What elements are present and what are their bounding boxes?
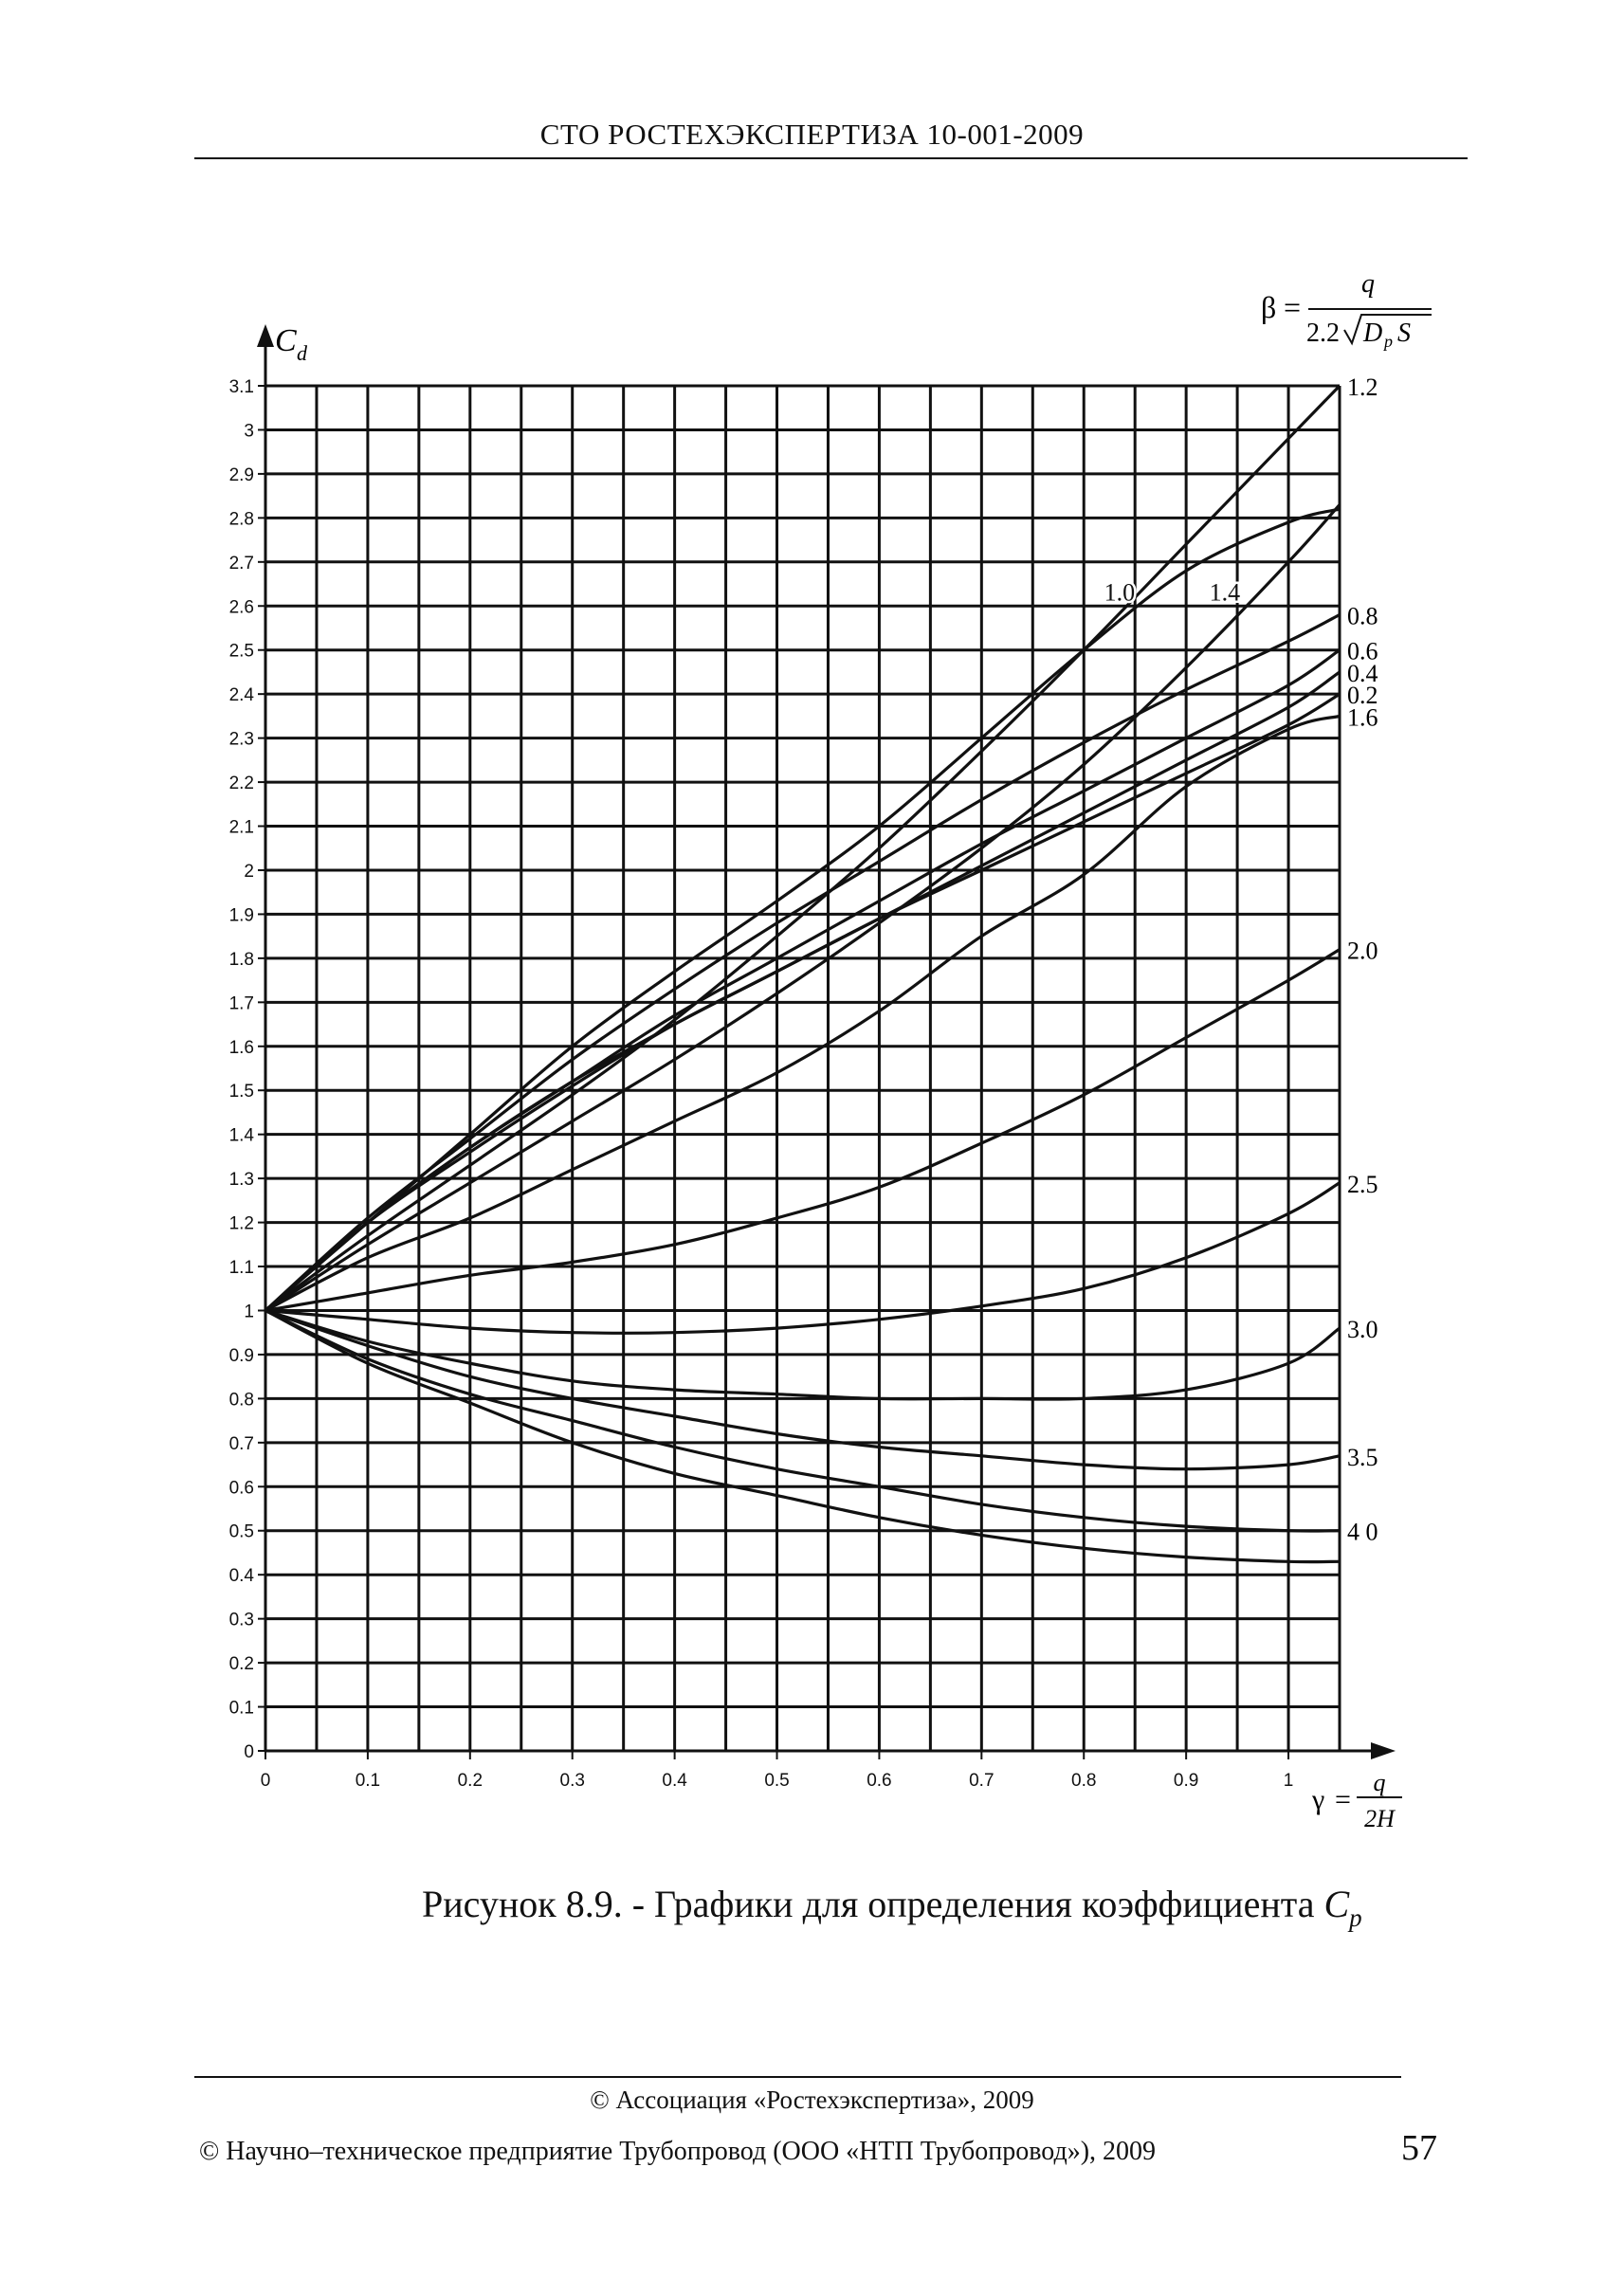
document-header: СТО РОСТЕХЭКСПЕРТИЗА 10-001-2009 [539, 118, 1085, 151]
series-label: 2.5 [1347, 1170, 1378, 1198]
y-tick-label: 2.8 [228, 509, 254, 530]
y-tick-label: 1.5 [228, 1082, 254, 1102]
series-curve [265, 615, 1340, 1311]
beta-formula-root-subscript: p [1384, 332, 1393, 351]
y-tick-label: 1.8 [228, 949, 254, 970]
y-tick-label: 1 [244, 1302, 254, 1322]
y-axis-label-subscript: d [297, 341, 307, 365]
header-rule [194, 157, 1468, 159]
chart-axes [257, 324, 1396, 1759]
y-tick-label: 2 [244, 861, 254, 882]
series-curve [265, 509, 1340, 1310]
beta-formula-coefficient: 2.2 [1306, 319, 1340, 348]
y-tick-label: 1.9 [228, 905, 254, 926]
y-tick-label: 2.3 [228, 729, 254, 750]
series-label: 1.2 [1347, 373, 1378, 401]
y-tick-label: 1.7 [228, 993, 254, 1014]
x-axis-label [1311, 1769, 1402, 1832]
series-label: 4 0 [1347, 1518, 1378, 1546]
y-tick-label: 1.1 [228, 1258, 254, 1279]
y-tick-label: 1.2 [228, 1213, 254, 1234]
x-axis-arrow [1371, 1742, 1396, 1759]
series-curve [265, 672, 1340, 1311]
y-tick-label: 0.1 [228, 1698, 254, 1719]
x-tick-label: 0.2 [457, 1771, 484, 1791]
series-curve [265, 1311, 1340, 1532]
footer-rule [194, 2076, 1401, 2078]
series-label: 3.5 [1347, 1443, 1378, 1471]
x-tick-label: 0 [260, 1771, 271, 1791]
x-axis-label-equals: = [1335, 1784, 1351, 1815]
beta-formula-numerator: q [1361, 275, 1375, 299]
x-tick-label: 0.8 [1071, 1771, 1097, 1791]
y-tick-label: 2.1 [228, 817, 254, 838]
y-tick-label: 2.5 [228, 641, 254, 662]
series-label: 0.6 [1347, 637, 1378, 665]
x-tick-label: 0.1 [355, 1771, 381, 1791]
figure-caption-subscript: p [1349, 1903, 1362, 1932]
y-tick-label: 1.4 [228, 1125, 254, 1146]
y-tick-label: 0.5 [228, 1521, 254, 1542]
beta-formula-root-tail: S [1397, 319, 1411, 348]
series-label: 1.4 [1209, 578, 1241, 607]
beta-formula-root-base: D [1363, 319, 1383, 348]
series-label: 0.8 [1347, 602, 1378, 630]
y-axis-label [275, 323, 308, 365]
beta-formula-equals: = [1284, 290, 1302, 324]
y-tick-label: 1.3 [228, 1170, 254, 1191]
y-axis-arrow [257, 324, 274, 347]
x-tick-label: 0.5 [764, 1771, 790, 1791]
y-tick-label: 0.2 [228, 1654, 254, 1675]
series-label: 1.6 [1347, 703, 1378, 732]
y-tick-label: 0.6 [228, 1478, 254, 1499]
series-label: 1.0 [1104, 578, 1136, 607]
series-label: 2.0 [1347, 937, 1378, 965]
y-tick-label: 2.6 [228, 597, 254, 618]
beta-formula-lhs: β [1261, 290, 1277, 324]
x-tick-label: 0.9 [1173, 1771, 1199, 1791]
x-tick-label: 0.7 [969, 1771, 994, 1791]
y-tick-label: 0.3 [228, 1610, 254, 1630]
y-tick-label: 2.4 [228, 685, 254, 706]
y-tick-label: 3 [244, 421, 254, 442]
x-tick-label: 0.4 [662, 1771, 687, 1791]
y-tick-label: 2.7 [228, 553, 254, 574]
y-tick-label: 0.8 [228, 1390, 254, 1411]
coefficient-chart [171, 275, 1432, 1858]
series-label: 0.4 [1347, 659, 1378, 687]
figure-caption-symbol: C [1323, 1883, 1350, 1925]
x-axis-label-lhs: γ [1312, 1784, 1325, 1815]
x-tick-label: 0.6 [867, 1771, 892, 1791]
y-tick-label: 2.9 [228, 464, 254, 485]
y-tick-label: 3.1 [228, 377, 254, 397]
x-axis-label-numerator: q [1373, 1769, 1386, 1796]
y-tick-label: 0.4 [228, 1566, 254, 1587]
figure-caption-text: Рисунок 8.9. - Графики для определения коэффициента [422, 1883, 1315, 1925]
page-number: 57 [1401, 2128, 1437, 2168]
series-label: 0.2 [1347, 682, 1378, 710]
series-label: 3.0 [1347, 1316, 1378, 1344]
figure-caption [422, 1882, 1362, 1933]
x-tick-label: 0.3 [559, 1771, 585, 1791]
y-tick-label: 0 [244, 1742, 254, 1762]
footer-enterprise: © Научно–техническое предприятие Трубопровод (ООО «НТП Трубопровод»), 2009 [199, 2137, 1157, 2166]
footer-association: © Ассоциация «Ростехэкспертиза», 2009 [590, 2086, 1034, 2114]
x-axis-label-denominator: 2H [1364, 1805, 1395, 1832]
y-axis-label-symbol: C [275, 323, 297, 358]
y-tick-label: 0.9 [228, 1345, 254, 1366]
chart-grid [265, 386, 1340, 1751]
beta-formula [1261, 275, 1432, 351]
y-tick-label: 1.6 [228, 1037, 254, 1058]
x-tick-label: 1 [1283, 1771, 1294, 1791]
y-tick-label: 0.7 [228, 1433, 254, 1454]
y-tick-label: 2.2 [228, 774, 254, 794]
